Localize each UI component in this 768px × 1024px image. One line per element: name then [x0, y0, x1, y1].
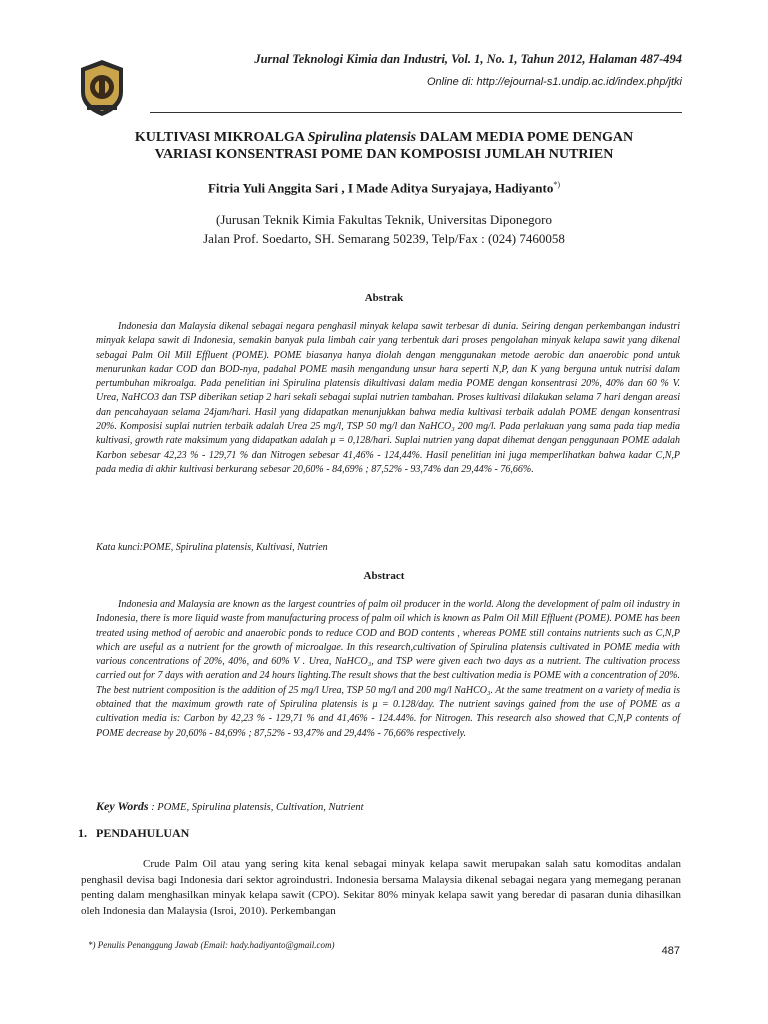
corresponding-mark: *)	[553, 180, 561, 189]
paper-title	[90, 129, 678, 163]
key-words-text: : POME, Spirulina platensis, Cultivation, Nutrient	[148, 802, 364, 813]
section-heading	[78, 826, 189, 841]
key-words	[96, 799, 680, 814]
abstract-body	[96, 598, 680, 741]
online-url[interactable]: Online di: http://ejournal-s1.undip.ac.id/index.php/jtki	[427, 76, 682, 88]
abstract-heading: Abstract	[363, 570, 405, 582]
title-species: Spirulina platensis	[307, 130, 417, 145]
section-title: PENDAHULUAN	[96, 826, 190, 840]
journal-citation: Jurnal Teknologi Kimia dan Industri, Vol. 1, No. 1, Tahun 2012, Halaman 487-494	[254, 52, 682, 66]
key-words-label: Key Words	[96, 799, 149, 813]
abstrak-heading: Abstrak	[364, 292, 404, 304]
affiliation	[90, 210, 678, 248]
authors	[90, 180, 678, 196]
footnote: *) Penulis Penanggung Jawab (Email: hady.hadiyanto@gmail.com)	[88, 940, 335, 950]
title-line1-post: DALAM MEDIA POME DENGAN	[416, 130, 634, 145]
affiliation-line1: (Jurusan Teknik Kimia Fakultas Teknik, Universitas Diponegoro	[215, 212, 552, 227]
title-line2: VARIASI KONSENTRASI POME DAN KOMPOSISI JUMLAH NUTRIEN	[154, 147, 614, 162]
page-number: 487	[661, 945, 680, 957]
author-names: Fitria Yuli Anggita Sari , I Made Aditya Suryajaya, Hadiyanto	[207, 180, 554, 196]
affiliation-line2: Jalan Prof. Soedarto, SH. Semarang 50239, Telp/Fax : (024) 7460058	[203, 231, 565, 246]
section-number: 1.	[78, 826, 87, 840]
university-seal-logo	[76, 58, 128, 118]
kata-kunci: Kata kunci:POME, Spirulina platensis, Kultivasi, Nutrien	[96, 542, 328, 553]
abstract-text: Indonesia and Malaysia are known as the largest countries of palm oil producer in the world. Along the development of palm oil industry in Indonesia, there is more liquid waste from manufacturing process of palm oil which is known as Palm Oil Mill Effluent (POME). POME has been treated using method of aerobic and anaerobic ponds to reduce COD and BOD contents , whereas POME still contains nutrients such as C,N,P which are useful as a nutrient for the growth of microalgae. In this research,cultivation of Spirulina platensis cultivated in POME media with various concentrations of 20%, 40%, and 60% V . Urea, NaHCO₃, and TSP were given each two days as a nutrient. The cultivation process carried out for 7 days with aeration and 24 hours lighting.The result shows that the best cultivation media is POME with a concentration of 20%. The best nutrient composition is the addition of 25 mg/l Urea, TSP 50 mg/l and 200 mg/l NaHCO₃. At the same treatment on a variety of media is obtained that the maximum growth rate of Spirulina platensis is μ = 0.128/day. The nutrient savings gained from the use of POME as a cultivation media is: Carbon by 42,23 % - 129,71 % and 41,46% - 124.44%. for Nitrogen. This research also showed that C,N,P contents of POME decrease by 20,60% - 84,69% ; 87,52% - 93,47% and 29,44% - 76,66% respectively.	[96, 599, 680, 739]
title-line1-pre: KULTIVASI MIKROALGA	[134, 130, 308, 145]
abstrak-body	[96, 320, 680, 477]
abstrak-text: Indonesia dan Malaysia dikenal sebagai negara penghasil minyak kelapa sawit terbesar di dunia. Seiring dengan perkembangan industri minyak kelapa sawit di Indonesia, semakin banyak pula limbah cair yang terbentuk dari proses pengolahan minyak kelapa sawit yang dikenal sebagai Palm Oil Mill Effluent (POME). POME biasanya hanya diolah dengan menggunakan metode aerobic dan anaerobic pond untuk menurunkan kadar COD dan BOD-nya, padahal POME masih mengandung unsur hara seperti N,P, dan K yang berguna untuk nutrisi dalam pertumbuhan mikroalga. Pada penelitian ini Spirulina platensis dikultivasi dalam media POME dengan konsentrasi 20%, 40% dan 60 % V. Urea, NaHCO3 dan TSP diberikan setiap 2 hari sekali sebagai suplai nutrien tambahan. Proses kultivasi dilakukan selama 7 hari dengan areasi dan pencahayaan selama 24jam/hari. Hasil yang didapatkan menunjukkan bahwa media kultivasi terbaik adalah POME dengan konsentrasi 20%. Komposisi suplai nutrien terbaik adalah Urea 25 mg/l, TSP 50 mg/l dan NaHCO₃ 200 mg/l. Pada perlakuan yang sama pada tiap media kultivasi, growth rate maksimum yang didapatkan adalah μ = 0,128/hari. Suplai nutrien yang dapat dihemat dengan penggunaan POME adalah Karbon sebesar 42,23 % - 129,71 % dan Nitrogen sebesar 41,46% - 124,44%. Hasil penelitian ini juga memperlihatkan bahwa kadar C,N,P pada media di akhir kultivasi berkurang sebesar 20,60% - 84,69% ; 87,52% - 93,74% dan 29,44% - 76,66%.	[96, 321, 680, 475]
section-body	[81, 857, 681, 919]
section-text: Crude Palm Oil atau yang sering kita kenal sebagai minyak kelapa sawit merupakan salah satu komoditas andalan penghasil devisa bagi Indonesia dari sektor agroindustri. Indonesia bersama Malaysia dikenal sebagai negara yang memegang peranan penting dalam menghasilkan minyak kelapa sawit (CPO). Sekitar 80% minyak kelapa sawit yang beredar di pasaran dunia dihasilkan oleh Indonesia dan Malaysia (Isroi, 2010). Perkembangan	[81, 858, 681, 917]
header-divider	[150, 112, 682, 113]
